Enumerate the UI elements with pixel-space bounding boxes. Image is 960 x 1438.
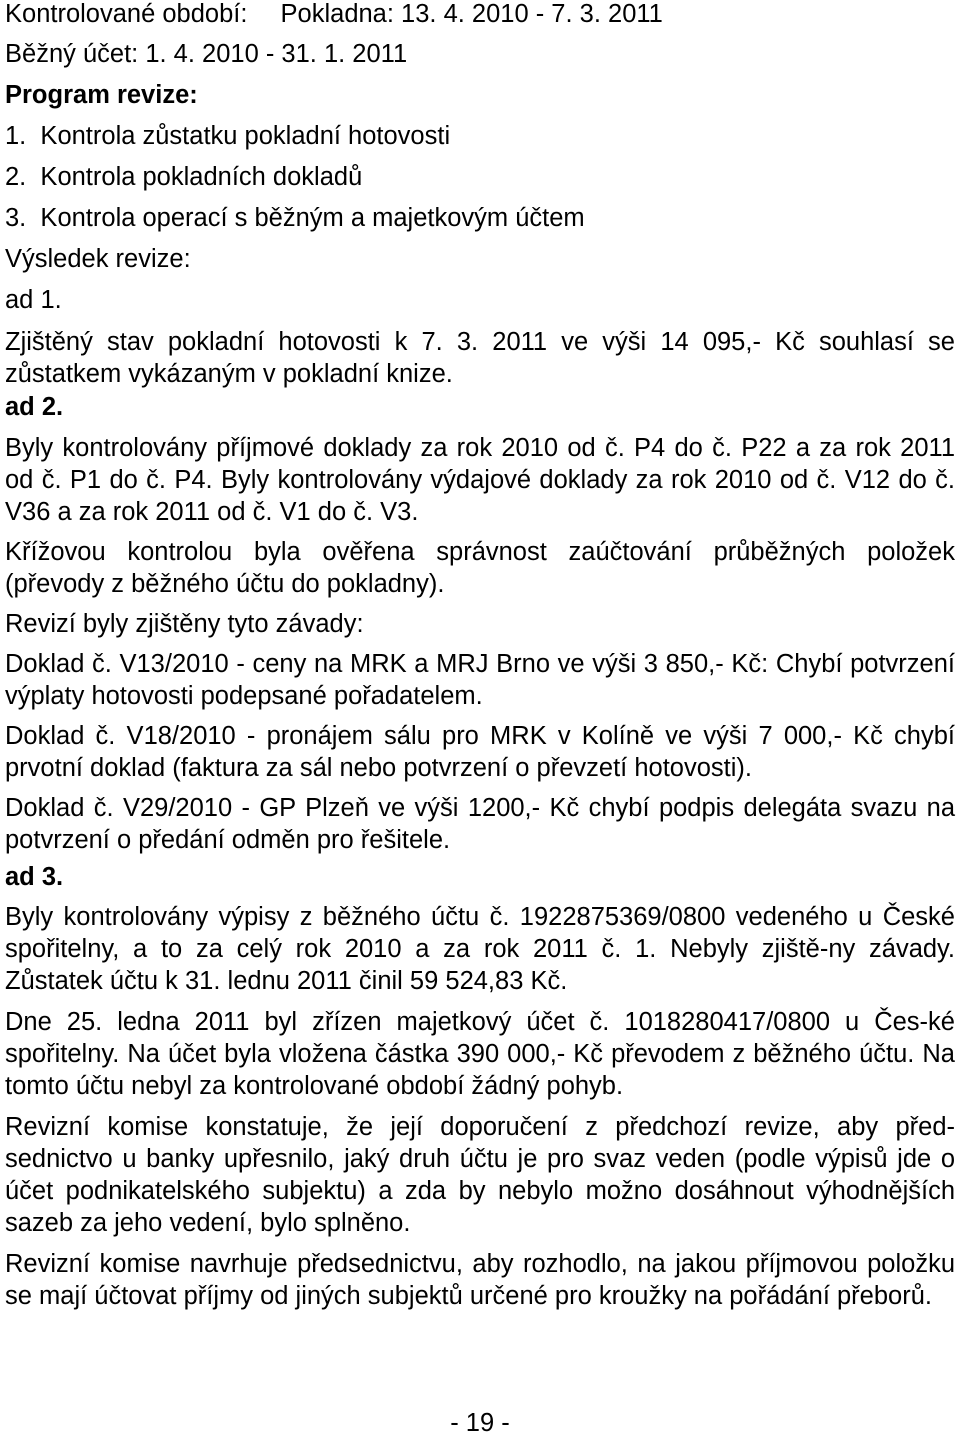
- ad2-defect-v13: Doklad č. V13/2010 - ceny na MRK a MRJ Brno ve výši 3 850,- Kč: Chybí potvrzení výplaty hotovosti podepsané pořadatelem.: [5, 650, 955, 710]
- period-line: [5, 0, 955, 32]
- ad3-commission-statement-paragraph: Revizní komise konstatuje, že její doporučení z předchozí revize, aby před-sednictvo u banky upřesnilo, jaký druh účtu je pro svaz veden (podle výpisů jde o účet podnikatelského subjektu) a zda by nebylo možno dosáhnout výhodnějších sazeb za jeho vedení, bylo splněno.: [5, 1113, 955, 1237]
- ad1-paragraph: Zjištěný stav pokladní hotovosti k 7. 3. 2011 ve výši 14 095,- Kč souhlasí se zůstatkem vykázaným v pokladní knize.: [5, 328, 955, 388]
- document-page: [5, 0, 955, 1312]
- ad2-defects-heading: Revizí byly zjištěny tyto závady:: [5, 610, 364, 638]
- page-number: - 19 -: [450, 1409, 510, 1437]
- results-heading: Výsledek revize:: [5, 245, 191, 273]
- ad2-crosscheck-paragraph: Křížovou kontrolou byla ověřena správnost zaúčtování průběžných položek (převody z běžného účtu do pokladny).: [5, 538, 955, 598]
- ad1-label: ad 1.: [5, 286, 62, 314]
- account-period-line: Běžný účet: 1. 4. 2010 - 31. 1. 2011: [5, 40, 408, 68]
- period-value: Pokladna: 13. 4. 2010 - 7. 3. 2011: [280, 0, 663, 28]
- ad2-defect-v29: Doklad č. V29/2010 - GP Plzeň ve výši 1200,- Kč chybí podpis delegáta svazu na potvrzení o předání odměn pro řešitele.: [5, 794, 955, 854]
- ad2-defect-v18: Doklad č. V18/2010 - pronájem sálu pro MRK v Kolíně ve výši 7 000,- Kč chybí prvotní doklad (faktura za sál nebo potvrzení o převzetí hotovosti).: [5, 722, 955, 782]
- program-item: 3. Kontrola operací s běžným a majetkovým účtem: [5, 204, 585, 232]
- ad3-label: ad 3.: [5, 863, 64, 891]
- program-item: 2. Kontrola pokladních dokladů: [5, 163, 363, 191]
- program-item: 1. Kontrola zůstatku pokladní hotovosti: [5, 122, 451, 150]
- ad3-commission-proposal-paragraph: Revizní komise navrhuje předsednictvu, aby rozhodlo, na jakou příjmovou položku se mají účtovat příjmy od jiných subjektů určené pro kroužky na pořádání přeborů.: [5, 1250, 955, 1310]
- program-heading: Program revize:: [5, 81, 198, 109]
- ad3-current-account-paragraph: Byly kontrolovány výpisy z běžného účtu č. 1922875369/0800 vedeného u České spořitelny, a to za celý rok 2010 a za rok 2011 č. 1. Nebyly zjiště-ny závady. Zůstatek účtu k 31. lednu 2011 činil 59 524,83 Kč.: [5, 903, 955, 995]
- ad2-label: ad 2.: [5, 393, 64, 421]
- period-label: Kontrolované období:: [5, 0, 248, 28]
- ad3-asset-account-paragraph: Dne 25. ledna 2011 byl zřízen majetkový účet č. 1018280417/0800 u Čes-ké spořitelny. Na účet byla vložena částka 390 000,- Kč převodem z běžného účtu. Na tomto účtu nebyl za kontrolované období žádný pohyb.: [5, 1008, 955, 1100]
- ad2-documents-paragraph: Byly kontrolovány příjmové doklady za rok 2010 od č. P4 do č. P22 a za rok 2011 od č. P1 do č. P4. Byly kontrolovány výdajové doklady za rok 2010 od č. V12 do č. V36 a za rok 2011 od č. V1 do č. V3.: [5, 434, 955, 526]
